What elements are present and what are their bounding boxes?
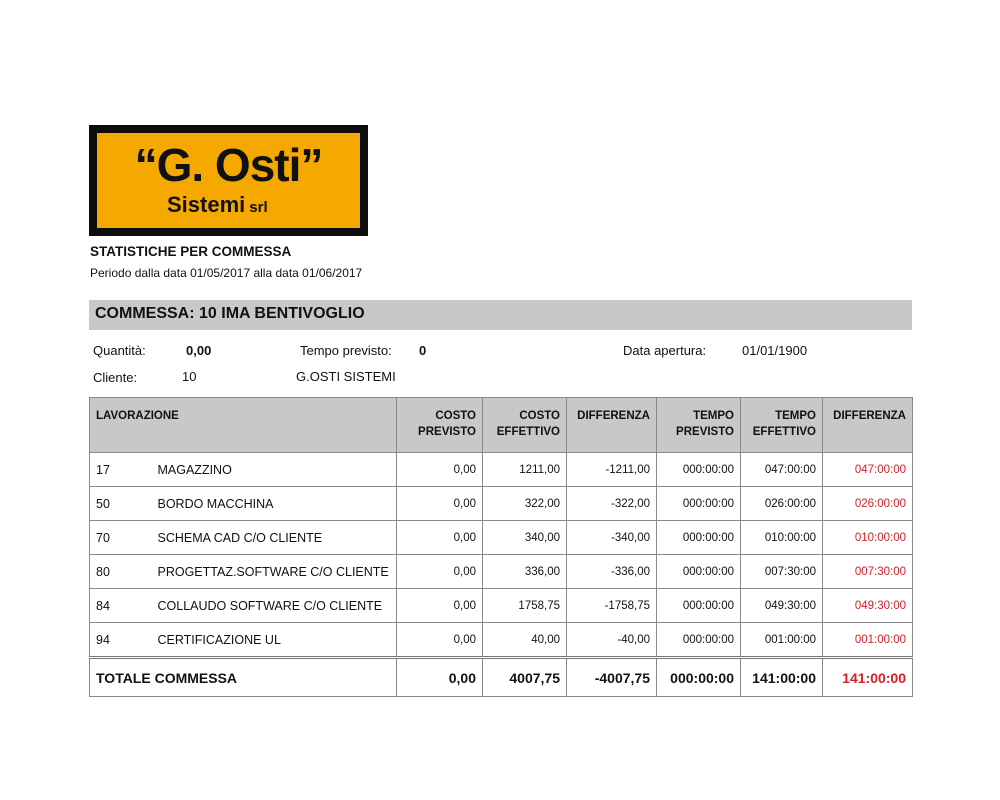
quantita-value: 0,00 [186,343,212,358]
logo-sistemi: Sistemi [167,192,246,217]
total-costo-effettivo: 4007,75 [483,658,567,697]
logo-main-text: “G. Osti” [134,139,323,191]
col-costo-previsto: COSTO PREVISTO [397,398,483,453]
row-tempo-effettivo: 026:00:00 [741,487,823,521]
data-apertura-label: Data apertura: [623,343,707,358]
row-differenza: -1211,00 [567,453,657,487]
col-costo-effettivo: COSTO EFFETTIVO [483,398,567,453]
table-header-row [90,398,913,453]
data-apertura-value: 01/01/1900 [742,343,808,358]
report-title: STATISTICHE PER COMMESSA [90,244,292,259]
row-costo-previsto: 0,00 [397,487,483,521]
row-differenza-tempo: 047:00:00 [823,453,913,487]
row-description: COLLAUDO SOFTWARE C/O CLIENTE [152,589,397,623]
table-row [90,589,913,623]
table-row [90,623,913,658]
row-differenza-tempo: 026:00:00 [823,487,913,521]
row-differenza-tempo: 010:00:00 [823,521,913,555]
total-differenza: -4007,75 [567,658,657,697]
row-costo-effettivo: 322,00 [483,487,567,521]
cliente-name: G.OSTI SISTEMI [296,369,396,384]
row-costo-effettivo: 340,00 [483,521,567,555]
cliente-label: Cliente: [93,370,138,385]
row-tempo-previsto: 000:00:00 [657,521,741,555]
row-tempo-previsto: 000:00:00 [657,487,741,521]
table-row [90,453,913,487]
cliente-code: 10 [182,369,197,384]
row-tempo-effettivo: 010:00:00 [741,521,823,555]
row-tempo-effettivo: 049:30:00 [741,589,823,623]
col-tempo-previsto: TEMPO PREVISTO [657,398,741,453]
total-tempo-effettivo: 141:00:00 [741,658,823,697]
total-label: TOTALE COMMESSA [90,658,397,697]
row-code: 94 [90,623,152,658]
lavorazioni-table [89,397,913,697]
logo-plate [97,133,360,228]
row-tempo-effettivo: 007:30:00 [741,555,823,589]
row-code: 84 [90,589,152,623]
quantita-label: Quantità: [93,343,146,358]
row-differenza-tempo: 049:30:00 [823,589,913,623]
row-tempo-previsto: 000:00:00 [657,555,741,589]
row-tempo-effettivo: 001:00:00 [741,623,823,658]
total-differenza-tempo: 141:00:00 [823,658,913,697]
total-costo-previsto: 0,00 [397,658,483,697]
col-tempo-effettivo: TEMPO EFFETTIVO [741,398,823,453]
row-differenza: -336,00 [567,555,657,589]
row-differenza: -340,00 [567,521,657,555]
row-differenza: -1758,75 [567,589,657,623]
row-description: BORDO MACCHINA [152,487,397,521]
row-tempo-previsto: 000:00:00 [657,453,741,487]
row-tempo-previsto: 000:00:00 [657,589,741,623]
row-code: 70 [90,521,152,555]
col-differenza-tempo: DIFFERENZA [823,398,913,453]
tempo-previsto-value: 0 [419,343,427,358]
row-code: 80 [90,555,152,589]
row-code: 17 [90,453,152,487]
row-costo-previsto: 0,00 [397,555,483,589]
row-differenza: -322,00 [567,487,657,521]
logo-srl: srl [249,199,268,216]
row-description: SCHEMA CAD C/O CLIENTE [152,521,397,555]
row-costo-previsto: 0,00 [397,521,483,555]
commessa-header-band [89,300,912,330]
row-differenza-tempo: 007:30:00 [823,555,913,589]
row-code: 50 [90,487,152,521]
row-description: MAGAZZINO [152,453,397,487]
row-costo-effettivo: 40,00 [483,623,567,658]
row-costo-effettivo: 1758,75 [483,589,567,623]
total-tempo-previsto: 000:00:00 [657,658,741,697]
commessa-header: COMMESSA: 10 IMA BENTIVOGLIO [95,305,365,322]
row-tempo-previsto: 000:00:00 [657,623,741,658]
row-differenza: -40,00 [567,623,657,658]
row-differenza-tempo: 001:00:00 [823,623,913,658]
row-costo-effettivo: 336,00 [483,555,567,589]
logo-sub-text [167,193,268,220]
row-description: CERTIFICAZIONE UL [152,623,397,658]
table-row [90,521,913,555]
table-row [90,555,913,589]
row-costo-previsto: 0,00 [397,589,483,623]
row-tempo-effettivo: 047:00:00 [741,453,823,487]
total-row [90,658,913,697]
row-costo-effettivo: 1211,00 [483,453,567,487]
row-costo-previsto: 0,00 [397,623,483,658]
col-differenza: DIFFERENZA [567,398,657,453]
row-costo-previsto: 0,00 [397,453,483,487]
company-logo [89,125,368,236]
table-row [90,487,913,521]
tempo-previsto-label: Tempo previsto: [300,343,392,358]
col-lavorazione: LAVORAZIONE [90,398,397,453]
report-period: Periodo dalla data 01/05/2017 alla data 01/06/2017 [90,266,363,280]
row-description: PROGETTAZ.SOFTWARE C/O CLIENTE [152,555,397,589]
